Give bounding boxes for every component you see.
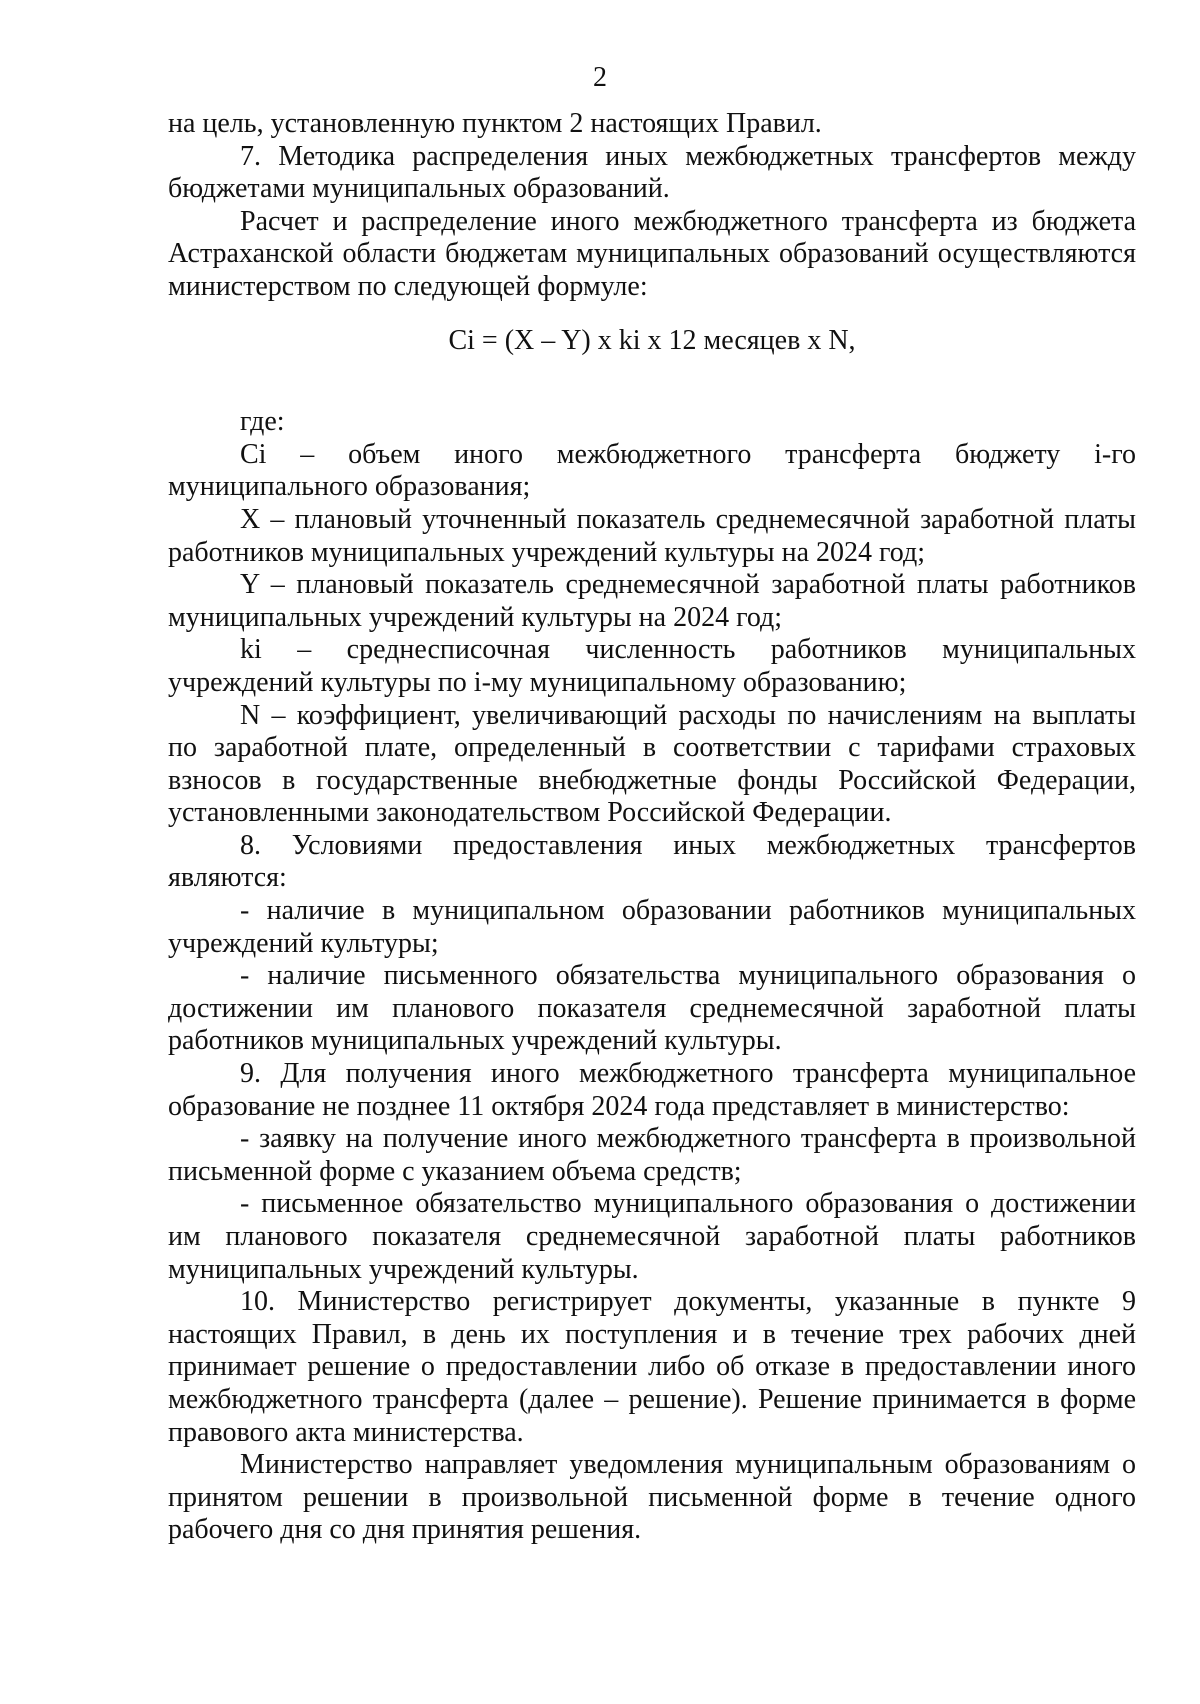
paragraph-calculation: Расчет и распределение иного межбюджетного трансферта из бюджета Астраханской области бюджетам муниципальных образований осуществляются министерством по следующей формуле:: [168, 205, 1136, 302]
paragraph-continuation: на цель, установленную пунктом 2 настоящих Правил.: [168, 108, 822, 139]
condition-item: - наличие в муниципальном образовании работников муниципальных учреждений культуры;: [168, 895, 1136, 959]
definition-ki: ki – среднесписочная численность работников муниципальных учреждений культуры по i-му муниципальному образованию;: [168, 634, 1136, 698]
paragraph-notification: Министерство направляет уведомления муниципальным образованиям о принятом решении в произвольной письменной форме в течение одного рабочего дня со дня принятия решения.: [168, 1449, 1136, 1546]
definition-n: N – коэффициент, увеличивающий расходы по начислениям на выплаты по заработной плате, определенный в соответствии с тарифами страховых взносов в государственные внебюджетные фонды Российской Федерации, установленными законодательством Российской Федерации.: [168, 699, 1136, 829]
requirement-item: - заявку на получение иного межбюджетного трансферта в произвольной письменной форме с указанием объема средств;: [168, 1123, 1136, 1187]
paragraph-item-9: 9. Для получения иного межбюджетного трансферта муниципальное образование не позднее 11 октября 2024 года представляет в министерство:: [168, 1058, 1136, 1122]
definition-ci: Ci – объем иного межбюджетного трансферта бюджету i-го муниципального образования;: [168, 438, 1136, 503]
formula: Ci = (X – Y) x ki x 12 месяцев x N,: [448, 324, 856, 356]
paragraph-item-10: 10. Министерство регистрирует документы, указанные в пункте 9 настоящих Правил, в день их поступления и в течение трех рабочих дней принимает решение о предоставлении либо об отказе в предоставлении иного межбюджетного трансферта (далее – решение). Решение принимается в форме правового акта министерства.: [168, 1286, 1136, 1448]
paragraph-item-7: 7. Методика распределения иных межбюджетных трансфертов между бюджетами муниципальных образований.: [168, 140, 1136, 205]
requirement-item: - письменное обязательство муниципального образования о достижении им планового показателя среднемесячной заработной платы работников муниципальных учреждений культуры.: [168, 1188, 1136, 1285]
condition-item: - наличие письменного обязательства муниципального образования о достижении им планового показателя среднемесячной заработной платы работников муниципальных учреждений культуры.: [168, 960, 1136, 1057]
definition-y: Y – плановый показатель среднемесячной заработной платы работников муниципальных учреждений культуры на 2024 год;: [168, 569, 1136, 633]
document-body: [168, 108, 1136, 1547]
page-number: 2: [593, 62, 607, 93]
paragraph-where: где:: [240, 406, 285, 438]
paragraph-item-8: 8. Условиями предоставления иных межбюджетных трансфертов являются:: [168, 829, 1136, 894]
definition-x: X – плановый уточненный показатель среднемесячной заработной платы работников муниципальных учреждений культуры на 2024 год;: [168, 503, 1136, 568]
